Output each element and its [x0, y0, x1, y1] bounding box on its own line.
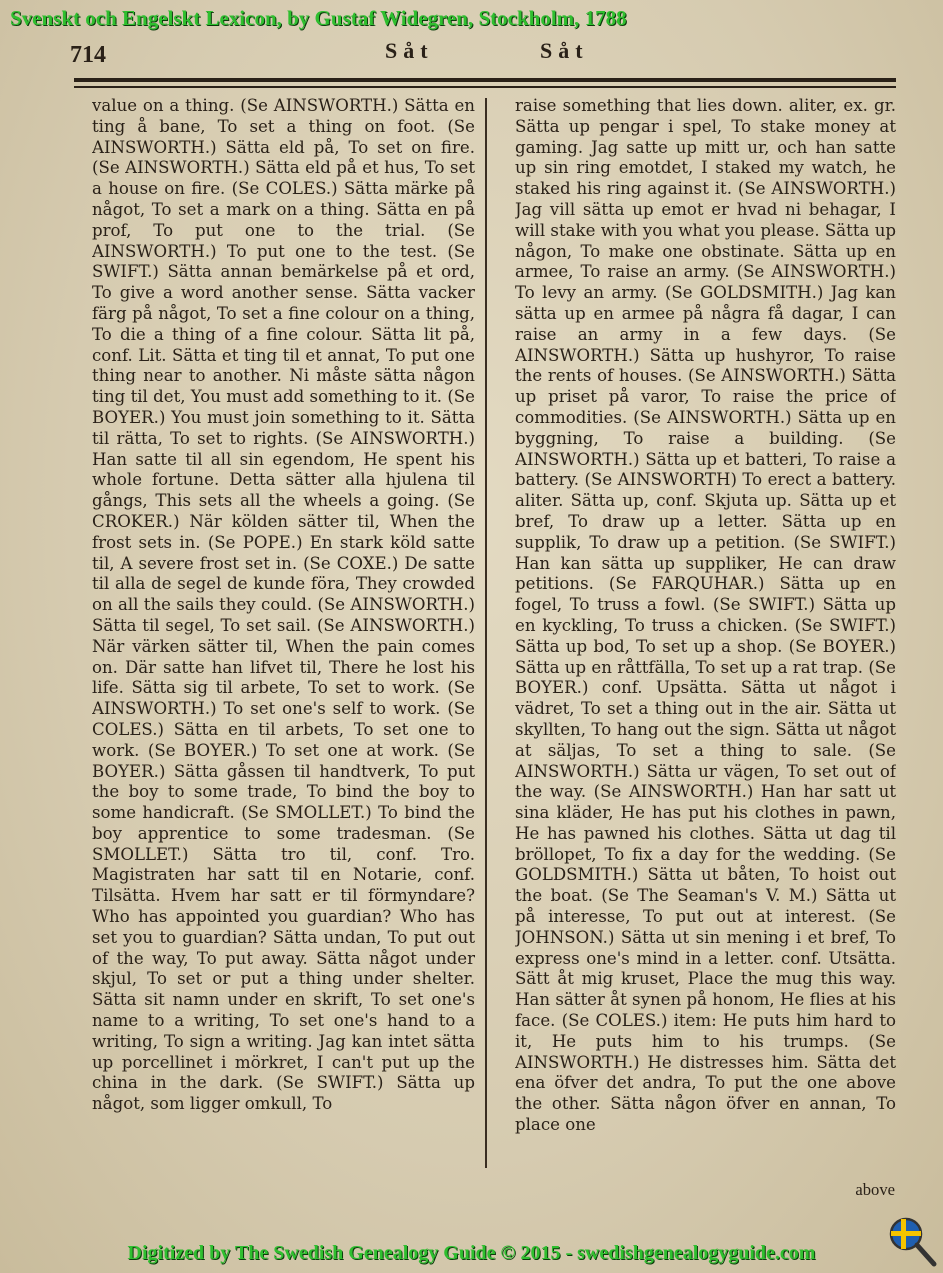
running-head-left: Såt: [385, 38, 434, 63]
header-rule-thick: [74, 78, 896, 82]
dictionary-column-left: value on a thing. (Se AINSWORTH.) Sätta en ting å bane, To set a thing on foot. (Se AINSWORTH.) Sätta eld på, To set on fire. (Se AINSWORTH.) Sätta eld på et hus, To set a house on fire. (Se COLES.) Sätta märke på något, To set a mark on a thing. Sätta en på prof, To put one to the trial. (Se AINSWORTH.) To put one to the test. (Se SWIFT.) Sätta annan bemärkelse på et ord, To give a word another sense. Sätta vacker färg på något, To set a fine colour on a thing, To die a thing of a fine colour. Sätta lit på, conf. Lit. Sätta et ting til et annat, To put one thing near to another. Ni måste sätta någon ting til det, You must add something to it. (Se BOYER.) You must join something to it. Sätta til rätta, To set to rights. (Se AINSWORTH.) Han satte til all sin egendom, He spent his whole fortune. Detta sätter alla hjulena til gångs, This sets all the wheels a going. (Se CROKER.) När kölden sätter til, When the frost sets in. (Se POPE.) En stark köld satte til, A severe frost set in. (Se COXE.) De satte til alla de segel de kunde föra, They crowded on all the sails they could. (Se AINSWORTH.) Sätta til segel, To set sail. (Se AINSWORTH.) När värken sätter til, When the pain comes on. Där satte han lifvet til, There he lost his life. Sätta sig til arbete, To set to work. (Se AINSWORTH.) To set one's self to work. (Se COLES.) Sätta en til arbets, To set one to work. (Se BOYER.) To set one at work. (Se BOYER.) Sätta gåssen til handtverk, To put the boy to some trade, To bind the boy to some handicraft. (Se SMOLLET.) To bind the boy apprentice to some tradesman. (Se SMOLLET.) Sätta tro til, conf. Tro. Magistraten har satt til en Notarie, conf. Tilsätta. Hvem har satt er til förmyndare? Who has appointed you guardian? Who has set you to guardian? Sätta undan, To put out of the way, To put away. Sätta något under skjul, To set or put a thing under shelter. Sätta sit namn under en skrift, To set one's name to a writing, To set one's hand to a writing, To sign a writing. Jag kan intet sätta up porcellinet i mörkret, I can't put up the china in the dark. (Se SWIFT.) Sätta up något, som ligger omkull, To: [92, 96, 475, 1114]
swedish-flag-magnifier-icon: [888, 1216, 938, 1268]
digitization-banner-top: Svenskt och Engelskt Lexicon, by Gustaf Widegren, Stockholm, 1788: [10, 6, 627, 30]
dictionary-column-right: raise something that lies down. aliter, ex. gr. Sätta up pengar i spel, To stake money at gaming. Jag satte up mitt ur, och han satte up sin ring emotdet, I staked my watch, he staked his ring against it. (Se AINSWORTH.) Jag vill sätta up emot er hvad ni behagar, I will stake with you what you please. Sätta up någon, To make one obstinate. Sätta up en armee, To raise an army. (Se AINSWORTH.) To levy an army. (Se GOLDSMITH.) Jag kan sätta up en armee på några få dagar, I can raise an army in a few days. (Se AINSWORTH.) Sätta up hushyror, To raise the rents of houses. (Se AINSWORTH.) Sätta up priset på varor, To raise the price of commodities. (Se AINSWORTH.) Sätta up en byggning, To raise a building. (Se AINSWORTH.) Sätta up et batteri, To raise a battery. (Se AINSWORTH) To erect a battery. aliter. Sätta up, conf. Skjuta up. Sätta up et bref, To draw up a letter. Sätta up en supplik, To draw up a petition. (Se SWIFT.) Han kan sätta up suppliker, He can draw petitions. (Se FARQUHAR.) Sätta up en fogel, To truss a fowl. (Se SWIFT.) Sätta up en kyckling, To truss a chicken. (Se SWIFT.) Sätta up bod, To set up a shop. (Se BOYER.) Sätta up en råttfälla, To set up a rat trap. (Se BOYER.) conf. Upsätta. Sätta ut något i vädret, To set a thing out in the air. Sätta ut skyllten, To hang out the sign. Sätta ut något at säljas, To set a thing to sale. (Se AINSWORTH.) Sätta ur vägen, To set out of the way. (Se AINSWORTH.) Han har satt ut sina kläder, He has put his clothes in pawn, He has pawned his clothes. Sätta ut dag til bröllopet, To fix a day for the wedding. (Se GOLDSMITH.) Sätta ut båten, To hoist out the boat. (Se The Seaman's V. M.) Sätta ut på interesse, To put out at interest. (Se JOHNSON.) Sätta ut sin mening i et bref, To express one's mind in a letter. conf. Utsätta. Sätt åt mig kruset, Place the mug this way. Han sätter åt synen på honom, He flies at his face. (Se COLES.) item: He puts him hard to it, He puts him to his trumps. (Se AINSWORTH.) He distresses him. Sätta det ena öfver det andra, To put the one above the other. Sätta någon öfver en annan, To place one: [515, 96, 896, 1135]
page-number: 714: [70, 42, 106, 68]
digitization-banner-bottom: Digitized by The Swedish Genealogy Guide © 2015 - swedishgenealogyguide.com: [127, 1242, 816, 1264]
catchword: above: [855, 1180, 895, 1199]
header-rule-thin: [74, 86, 896, 88]
page-header: [0, 36, 943, 76]
column-divider: [485, 98, 487, 1168]
running-head-right: Såt: [540, 38, 589, 63]
